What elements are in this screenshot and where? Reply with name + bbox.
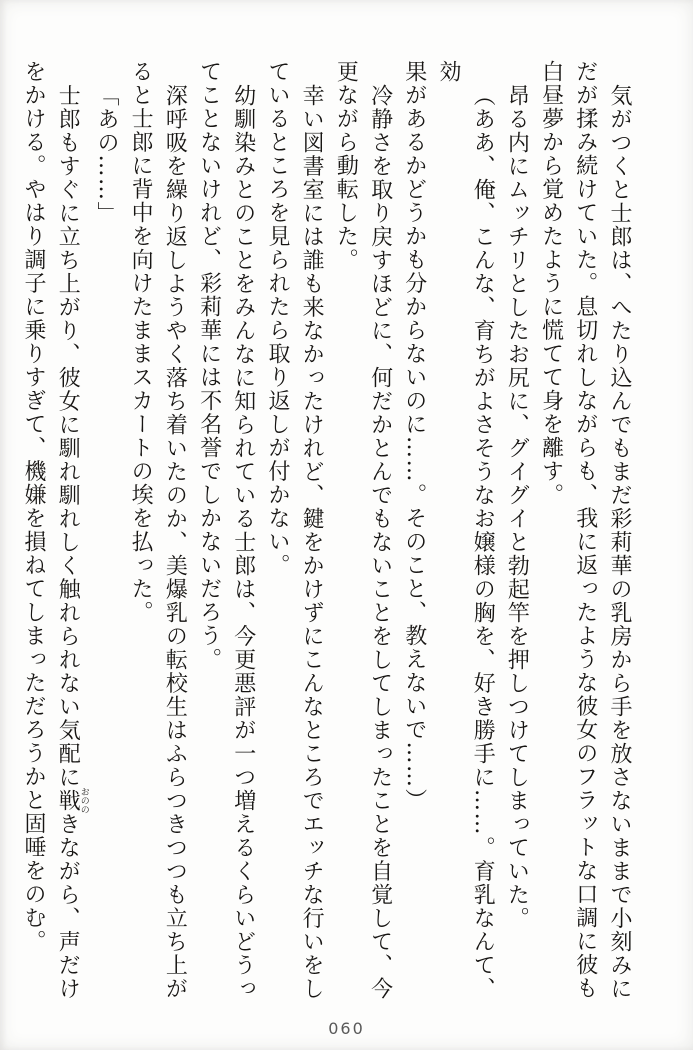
text-segment: 士郎もすぐに立ち上がり、彼女に馴れ馴れしく触れられない気配に xyxy=(55,83,81,789)
text-line xyxy=(294,60,328,1005)
text-segment: だが揉み続けていた。息切れしながらも、我に返ったような彼女のフラットな口調に彼も xyxy=(572,60,598,1000)
text-segment: 白昼夢から覚めたように慌てて身を離す。 xyxy=(538,60,564,507)
text-segment: をかける。やはり調子に乗りすぎて、機嫌を損ねてしまっただろうかと固唾をのむ。 xyxy=(21,60,47,953)
text-line xyxy=(362,60,396,1005)
text-line xyxy=(50,60,89,1005)
text-segment: 昂る内にムッチリとしたお尻に、グイグイと勃起竿を押しつけてしまっていた。 xyxy=(504,83,530,930)
text-segment: ると士郎に背中を向けたままスカートの埃を払った。 xyxy=(128,60,154,624)
text-segment: きながら、声だけ xyxy=(55,812,81,1000)
text-line xyxy=(260,60,294,1005)
text-line xyxy=(431,60,499,1005)
text-line xyxy=(602,60,636,1005)
text-line xyxy=(499,60,533,1005)
text-line xyxy=(191,60,225,1005)
text-segment: ているところを見られたら取り返しが付かない。 xyxy=(264,60,290,577)
text-line xyxy=(226,60,260,1005)
text-line xyxy=(397,60,431,1005)
text-segment: 更ながら動転した。 xyxy=(333,60,359,272)
text-line xyxy=(123,60,157,1005)
text-segment: （ああ、俺、こんな、育ちがよさそうなお嬢様の胸を、好き勝手に……。育乳なんて、効 xyxy=(435,60,496,1000)
text-line xyxy=(89,60,123,1005)
text-line xyxy=(16,60,50,1005)
text-segment: 幼馴染みとのことをみんなに知られている士郎は、今更悪評が一つ増えるくらいどうっ xyxy=(230,83,256,1000)
text-segment: 冷静さを取り戻すほどに、何だかとんでもないことをしてしまったことを自覚して、今 xyxy=(367,83,393,1000)
text-segment: 深呼吸を繰り返しようやく落ち着いたのか、美爆乳の転校生はふらつきつつも立ち上が xyxy=(162,83,188,1000)
page-text-block xyxy=(16,60,636,1010)
page-number: 060 xyxy=(328,1019,365,1038)
text-segment: 幸い図書室には誰も来なかったけれど、鍵をかけずにこんなところでエッチな行いをし xyxy=(299,83,325,1000)
text-segment: 「あの……」 xyxy=(93,83,119,225)
text-segment: てことないけれど、彩莉華には不名誉でしかないだろう。 xyxy=(196,60,222,671)
text-line xyxy=(157,60,191,1005)
text-line xyxy=(533,60,567,1005)
text-line xyxy=(568,60,602,1005)
text-segment: 果があるかどうかも分からないのに……。そのこと、教えないで……） xyxy=(401,60,427,812)
ruby-annotated-word: 戦おのの xyxy=(55,786,89,814)
text-segment: 気がつくと士郎は、へたり込んでもまだ彩莉華の乳房から手を放さないままで小刻みに xyxy=(607,83,632,1000)
text-line xyxy=(328,60,362,1005)
